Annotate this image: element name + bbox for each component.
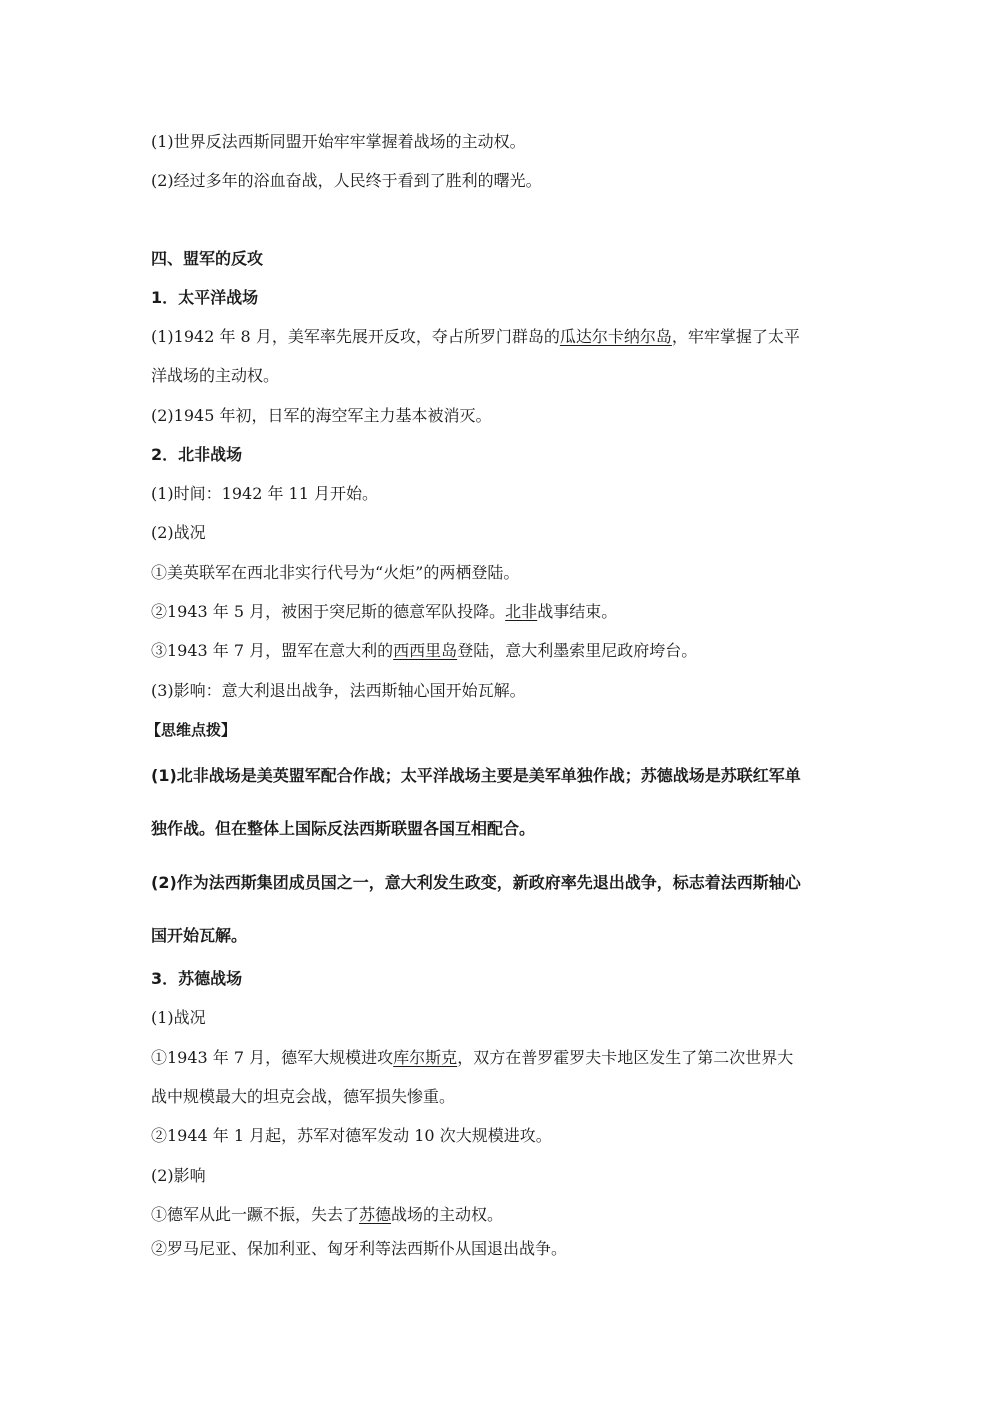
north-africa-s2 (151, 601, 617, 623)
tip-2b: 国开始瓦解。 (151, 926, 248, 945)
north-africa-s1: ①美英联军在西北非实行代号为“火炬”的两栖登陆。 (151, 563, 520, 582)
north-africa-s2-keyword: 北非 (505, 602, 538, 621)
pacific-p1-post: ，牢牢掌握了太平 (671, 327, 800, 346)
north-africa-s3-pre: ③1943 年 7 月，盟军在意大利的 (151, 641, 394, 660)
tip-label: 【思维点拨】 (146, 721, 237, 739)
soviet-german-s1-post: ，双方在普罗霍罗夫卡地区发生了第二次世界大 (457, 1048, 794, 1067)
soviet-german-i1-keyword: 苏德 (359, 1205, 392, 1224)
north-africa-heading: 2．北非战场 (151, 445, 243, 464)
soviet-german-s1-keyword: 库尔斯克 (393, 1048, 458, 1067)
pacific-p1 (151, 326, 800, 348)
soviet-german-s2: ②1944 年 1 月起，苏军对德军发动 10 次大规模进攻。 (151, 1126, 552, 1145)
north-africa-s2-post: 战事结束。 (537, 602, 618, 621)
soviet-german-situation: (1)战况 (151, 1008, 206, 1027)
tip-1b: 独作战。但在整体上国际反法西斯联盟各国互相配合。 (151, 819, 536, 838)
soviet-german-i1-post: 战场的主动权。 (391, 1205, 504, 1224)
north-africa-s3 (151, 640, 697, 662)
intro-line-2: (2)经过多年的浴血奋战，人民终于看到了胜利的曙光。 (151, 171, 542, 190)
pacific-heading: 1．太平洋战场 (151, 288, 259, 307)
north-africa-s3-post: 登陆，意大利墨索里尼政府垮台。 (457, 641, 698, 660)
pacific-p1-continued: 洋战场的主动权。 (151, 366, 280, 385)
north-africa-situation: (2)战况 (151, 523, 206, 542)
soviet-german-s1-pre: ①1943 年 7 月，德军大规模进攻 (151, 1048, 394, 1067)
soviet-german-i1-pre: ①德军从此一蹶不振，失去了 (151, 1205, 360, 1224)
soviet-german-impact: (2)影响 (151, 1166, 206, 1185)
tip-2a: (2)作为法西斯集团成员国之一，意大利发生政变，新政府率先退出战争，标志着法西斯轴心 (151, 873, 801, 892)
soviet-german-s1-continued: 战中规模最大的坦克会战，德军损失惨重。 (151, 1087, 456, 1106)
intro-line-1: (1)世界反法西斯同盟开始牢牢掌握着战场的主动权。 (151, 132, 526, 151)
soviet-german-i1 (151, 1204, 503, 1226)
pacific-p1-pre: (1)1942 年 8 月，美军率先展开反攻，夺占所罗门群岛的 (151, 327, 560, 346)
section-title: 四、盟军的反攻 (151, 249, 264, 268)
pacific-p1-keyword: 瓜达尔卡纳尔岛 (559, 327, 672, 346)
north-africa-time: (1)时间：1942 年 11 月开始。 (151, 484, 379, 503)
north-africa-s2-pre: ②1943 年 5 月，被困于突尼斯的德意军队投降。 (151, 602, 506, 621)
soviet-german-i2: ②罗马尼亚、保加利亚、匈牙利等法西斯仆从国退出战争。 (151, 1239, 568, 1258)
soviet-german-s1 (151, 1047, 793, 1069)
pacific-p2: (2)1945 年初，日军的海空军主力基本被消灭。 (151, 406, 492, 425)
tip-1a: (1)北非战场是美英盟军配合作战；太平洋战场主要是美军单独作战；苏德战场是苏联红军单 (151, 766, 801, 785)
soviet-german-heading: 3．苏德战场 (151, 969, 243, 988)
north-africa-impact: (3)影响：意大利退出战争，法西斯轴心国开始瓦解。 (151, 681, 526, 700)
north-africa-s3-keyword: 西西里岛 (393, 641, 458, 660)
